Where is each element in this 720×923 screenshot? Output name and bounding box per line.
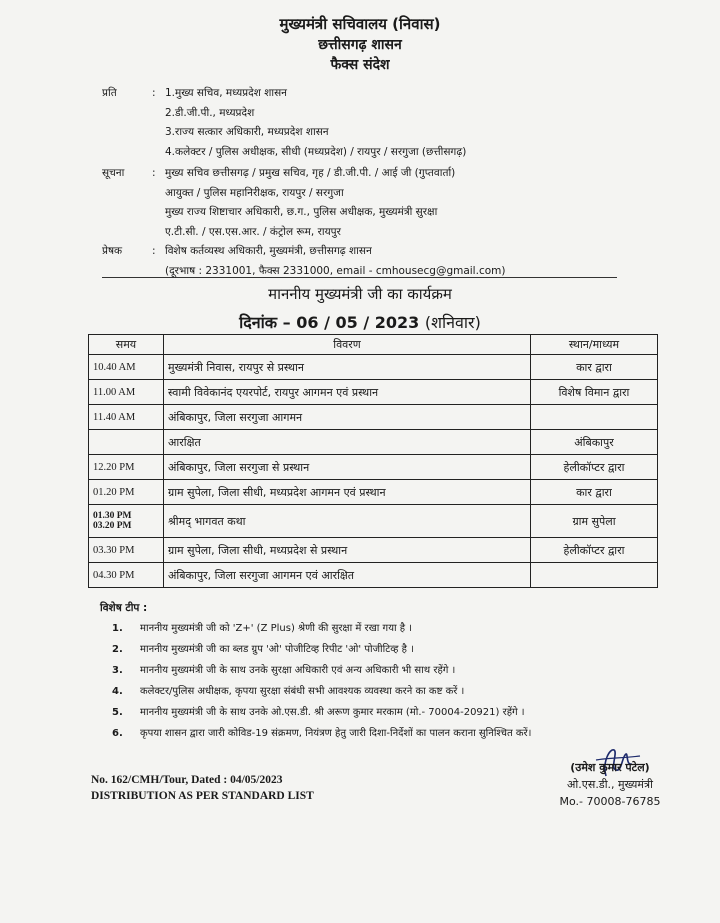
information-colon: : — [152, 167, 156, 179]
note-text: माननीय मुख्यमंत्री जी का ब्लड ग्रुप 'ओ' पोजीटिव्ह रिपीट 'ओ' पोजीटिव्ह है । — [140, 644, 414, 655]
special-notes-list — [112, 618, 531, 744]
row-time — [89, 430, 164, 455]
sender-label: प्रेषक — [102, 245, 123, 257]
table-row — [89, 563, 658, 588]
distribution-note: DISTRIBUTION AS PER STANDARD LIST — [91, 790, 314, 802]
note-item — [112, 723, 531, 744]
row-place: हेलीकॉप्टर द्वारा — [531, 538, 658, 563]
note-number: 3. — [112, 665, 123, 676]
note-number: 5. — [112, 707, 123, 718]
row-details: स्वामी विवेकानंद एयरपोर्ट, रायपुर आगमन एवं प्रस्थान — [164, 380, 531, 405]
note-item — [112, 681, 531, 702]
note-text: माननीय मुख्यमंत्री जी को 'Z+' (Z Plus) श्रेणी की सुरक्षा में रखा गया है । — [140, 623, 413, 634]
note-number: 4. — [112, 686, 123, 697]
table-row — [89, 455, 658, 480]
letter-header — [0, 14, 720, 74]
table-row — [89, 505, 658, 538]
special-notes-heading: विशेष टीप : — [100, 602, 148, 614]
programme-date-line — [0, 311, 720, 333]
programme-date: 06 / 05 / 2023 — [296, 313, 420, 332]
programme-title: माननीय मुख्यमंत्री जी का कार्यक्रम — [268, 285, 452, 303]
table-row — [89, 355, 658, 380]
recipients-colon: : — [152, 87, 156, 99]
table-row — [89, 538, 658, 563]
row-place — [531, 405, 658, 430]
row-time: 11.00 AM — [89, 380, 164, 405]
note-item — [112, 702, 531, 723]
row-place: हेलीकॉप्टर द्वारा — [531, 455, 658, 480]
reference-number: No. 162/CMH/Tour, Dated : 04/05/2023 — [91, 774, 283, 786]
divider — [102, 277, 617, 278]
government-name: छत्तीसगढ़ शासन — [318, 37, 402, 53]
programme-day: (शनिवार) — [424, 313, 481, 332]
note-text: माननीय मुख्यमंत्री जी के साथ उनके ओ.एस.डी. श्री अरूण कुमार मरकाम (मो.- 70004-20921) रहेंगे । — [140, 707, 525, 718]
note-number: 1. — [112, 623, 123, 634]
fax-message-title: फैक्स संदेश — [330, 57, 390, 73]
note-text: कृपया शासन द्वारा जारी कोविड-19 संक्रमण, नियंत्रण हेतु जारी दिशा-निर्देशों का पालन कराना सुनिश्चित करें। — [140, 728, 532, 739]
column-header-details: विवरण — [164, 335, 531, 355]
row-place — [531, 563, 658, 588]
signatory-block — [540, 759, 680, 810]
note-item — [112, 639, 531, 660]
row-time-end: 03.20 PM — [93, 521, 132, 531]
row-details: अंबिकापुर, जिला सरगुजा से प्रस्थान — [164, 455, 531, 480]
table-header-row — [89, 335, 658, 355]
column-header-place: स्थान/माध्यम — [531, 335, 658, 355]
column-header-time: समय — [89, 335, 164, 355]
office-name: मुख्यमंत्री सचिवालय (निवास) — [279, 15, 441, 33]
recipient-line: 3.राज्य सत्कार अधिकारी, मध्यप्रदेश शासन — [165, 126, 329, 138]
row-time: 03.30 PM — [89, 538, 164, 563]
row-time-range — [89, 505, 164, 538]
information-line: मुख्य राज्य शिष्टाचार अधिकारी, छ.ग., पुलिस अधीक्षक, मुख्यमंत्री सुरक्षा — [165, 206, 438, 218]
row-place: कार द्वारा — [531, 355, 658, 380]
row-time: 10.40 AM — [89, 355, 164, 380]
recipient-line: 4.कलेक्टर / पुलिस अधीक्षक, सीधी (मध्यप्रदेश) / रायपुर / सरगुजा (छत्तीसगढ़) — [165, 145, 467, 158]
information-line: आयुक्त / पुलिस महानिरीक्षक, रायपुर / सरगुजा — [165, 186, 344, 199]
note-number: 6. — [112, 728, 123, 739]
row-details: ग्राम सुपेला, जिला सीधी, मध्यप्रदेश से प्रस्थान — [164, 538, 531, 563]
information-line: ए.टी.सी. / एस.एस.आर. / कंट्रोल रूम, रायपुर — [165, 225, 341, 238]
information-label: सूचना — [102, 167, 125, 179]
table-row — [89, 430, 658, 455]
reference-block — [91, 772, 314, 804]
recipients-label: प्रति — [102, 87, 117, 99]
row-time: 04.30 PM — [89, 563, 164, 588]
schedule-table — [88, 334, 658, 588]
row-details: अंबिकापुर, जिला सरगुजा आगमन एवं आरक्षित — [164, 563, 531, 588]
sender-contact-line: (दूरभाष : 2331001, फैक्स 2331000, email - cmhousecg@gmail.com) — [165, 264, 506, 277]
row-details: आरक्षित — [164, 430, 531, 455]
row-time-start: 01.30 PM — [93, 511, 132, 521]
note-item — [112, 660, 531, 681]
note-item — [112, 618, 531, 639]
signatory-mobile: Mo.- 70008-76785 — [559, 795, 661, 808]
date-prefix: दिनांक – — [239, 313, 291, 332]
row-place: कार द्वारा — [531, 480, 658, 505]
table-row — [89, 380, 658, 405]
information-line: मुख्य सचिव छत्तीसगढ़ / प्रमुख सचिव, गृह / डी.जी.पी. / आई जी (गुप्तवार्ता) — [165, 167, 456, 179]
row-time: 11.40 AM — [89, 405, 164, 430]
signatory-designation: ओ.एस.डी., मुख्यमंत्री — [567, 778, 653, 791]
row-place: ग्राम सुपेला — [531, 505, 658, 538]
sender-colon: : — [152, 245, 156, 257]
row-time: 01.20 PM — [89, 480, 164, 505]
row-details: अंबिकापुर, जिला सरगुजा आगमन — [164, 405, 531, 430]
note-number: 2. — [112, 644, 123, 655]
row-details: मुख्यमंत्री निवास, रायपुर से प्रस्थान — [164, 355, 531, 380]
table-row — [89, 405, 658, 430]
sender-line: विशेष कर्तव्यस्थ अधिकारी, मुख्यमंत्री, छत्तीसगढ़ शासन — [165, 245, 372, 257]
signatory-name: (उमेश कुमार पटेल) — [570, 761, 650, 774]
note-text: माननीय मुख्यमंत्री जी के साथ उनके सुरक्षा अधिकारी एवं अन्य अधिकारी भी साथ रहेंगे । — [140, 665, 456, 676]
row-details: ग्राम सुपेला, जिला सीधी, मध्यप्रदेश आगमन एवं प्रस्थान — [164, 480, 531, 505]
table-row — [89, 480, 658, 505]
row-place: विशेष विमान द्वारा — [531, 380, 658, 405]
row-details: श्रीमद् भागवत कथा — [164, 505, 531, 538]
note-text: कलेक्टर/पुलिस अधीक्षक, कृपया सुरक्षा संबंधी सभी आवश्यक व्यवस्था करने का कष्ट करें । — [140, 686, 465, 697]
row-place: अंबिकापुर — [531, 430, 658, 455]
recipient-line: 2.डी.जी.पी., मध्यप्रदेश — [165, 106, 255, 119]
recipient-line: 1.मुख्य सचिव, मध्यप्रदेश शासन — [165, 87, 287, 99]
row-time: 12.20 PM — [89, 455, 164, 480]
